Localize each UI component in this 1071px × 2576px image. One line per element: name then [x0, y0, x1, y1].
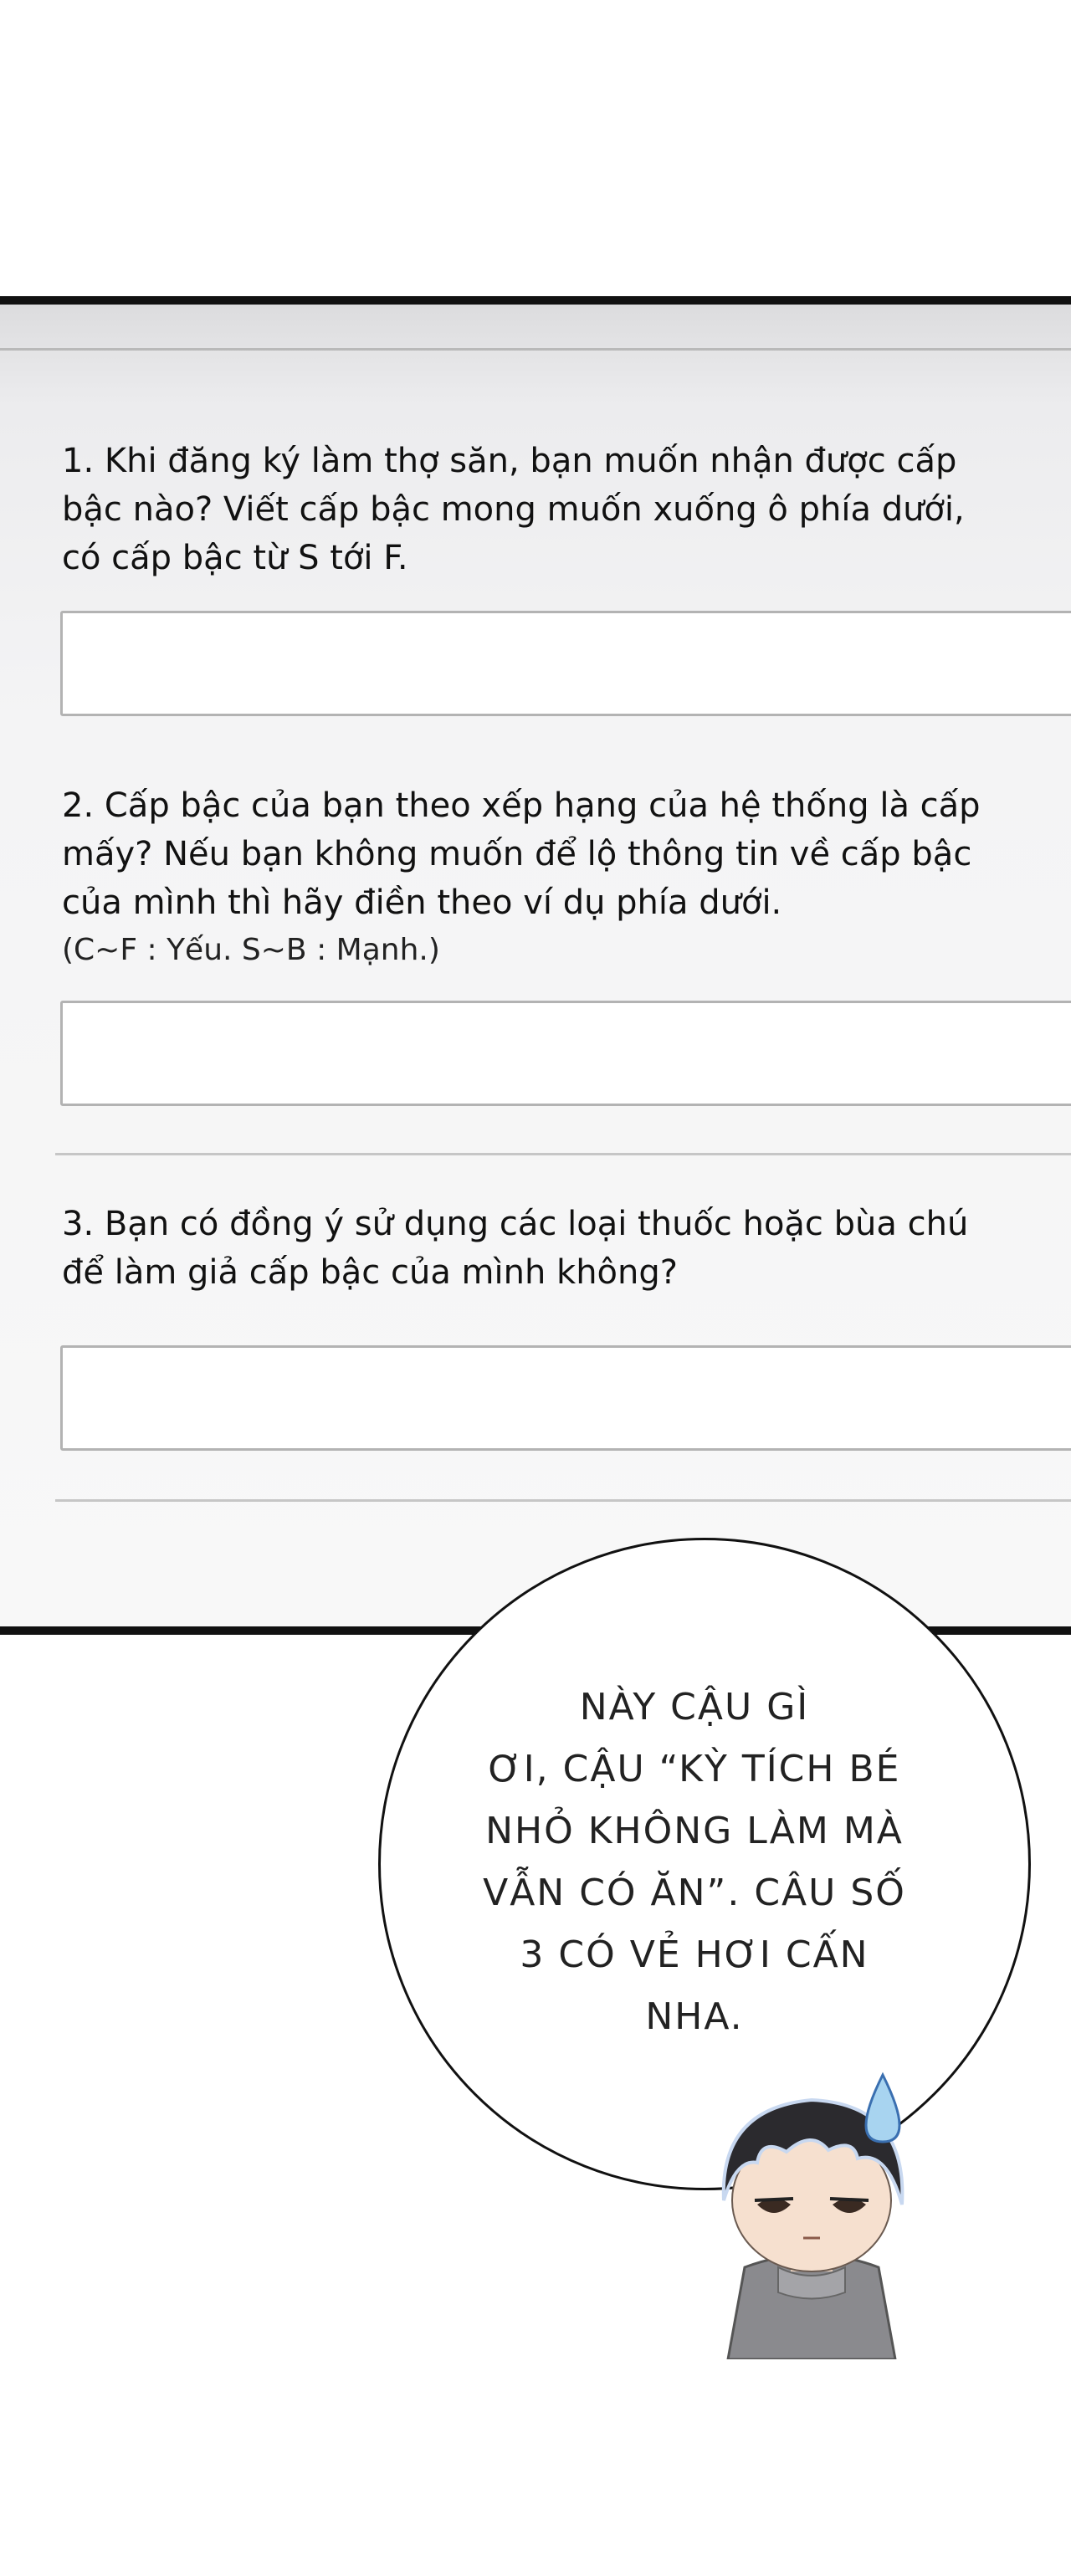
answer-2-input[interactable]	[60, 1001, 1071, 1106]
question-1-text: 1. Khi đăng ký làm thợ săn, bạn muốn nhận được cấp bậc nào? Viết cấp bậc mong muốn xuống ô phía dưới, có cấp bậc từ S tới F.	[62, 442, 965, 577]
question-2-hint: (C~F : Yếu. S~B : Mạnh.)	[62, 933, 440, 967]
answer-1-input[interactable]	[60, 611, 1071, 716]
panel-top-divider	[0, 348, 1071, 351]
sweat-drop-icon	[866, 2075, 899, 2142]
question-2-text: 2. Cấp bậc của bạn theo xếp hạng của hệ thống là cấp mấy? Nếu bạn không muốn để lộ thông tin về cấp bậc của mình thì hãy điền theo ví dụ phía dưới.	[62, 786, 981, 922]
divider-3	[55, 1499, 1071, 1502]
answer-3-input[interactable]	[60, 1345, 1071, 1451]
speech-bubble-text: NÀY CẬU GÌ ƠI, CẬU “KỲ TÍCH BÉ NHỎ KHÔNG LÀM MÀ VẪN CÓ ĂN”. CÂU SỐ 3 CÓ VẺ HƠI CẤN NHA.	[483, 1686, 906, 2038]
form-panel	[0, 296, 1071, 1635]
chibi-character-illustration	[686, 2058, 937, 2359]
divider-2	[55, 1153, 1071, 1155]
question-3-text: 3. Bạn có đồng ý sử dụng các loại thuốc hoặc bùa chú để làm giả cấp bậc của mình không?	[62, 1205, 969, 1292]
